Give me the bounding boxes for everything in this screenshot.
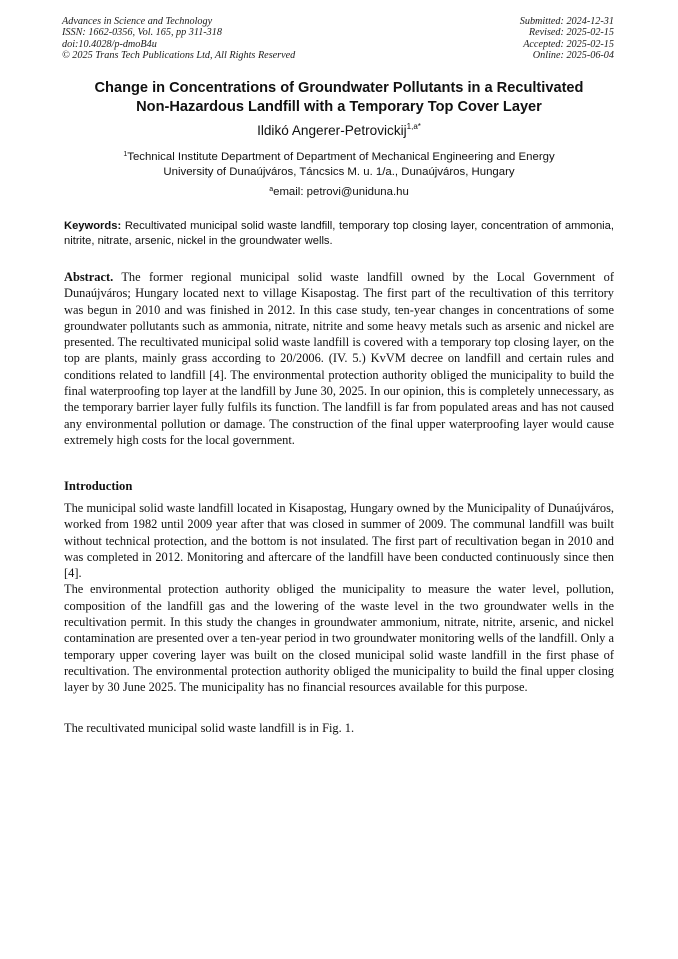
copyright: © 2025 Trans Tech Publications Ltd, All Rights Reserved	[62, 50, 296, 62]
journal-name: Advances in Science and Technology	[62, 16, 213, 27]
keywords-section	[64, 219, 614, 249]
journal-info	[62, 16, 295, 62]
affiliation-superscript: 1	[123, 151, 128, 158]
date-online: Online: 2025-06-04	[532, 50, 614, 62]
keywords-text: Recultivated municipal solid waste landfill, temporary top closing layer, concentration of ammonia, nitrite, nitrate, arsenic, nickel in the groundwater wells.	[64, 220, 614, 247]
abstract-section	[64, 269, 614, 448]
author-email	[0, 185, 678, 199]
email-text: email: petrovi@uniduna.hu	[273, 186, 409, 198]
affiliation-line-2: University of Dunaújváros, Táncsics M. u. 1/a., Dunaújváros, Hungary	[163, 166, 515, 179]
figure-reference: The recultivated municipal solid waste landfill is in Fig. 1.	[64, 721, 355, 735]
keywords-label: Keywords:	[64, 220, 122, 232]
abstract-text: The former regional municipal solid waste landfill owned by the Local Government of Dunaújváros; Hungary located next to village Kisapostag. The first part of the recultivation of this territory was begun in 2010 and was finished in 2012. In this case study, ten-year changes in concentrations of some groundwater pollutants such as ammonia, nitrate, nitrite and some heavy metals such as arsenic and nickel are presented. The recultivated municipal solid waste landfill is covered with a temporary top closing layer, on the top are plants, mainly grass according to 20/2006. (IV. 5.) KvVM decree on landfill and certain rules and conditions related to landfill [4]. The environmental protection authority obliged the municipality to build the final waterproofing top layer at the landfill by June 30, 2025. In our opinion, this is completely unnecessary, as the temporary barrier layer fully fulfils its function. The landfill is far from populated areas and has not caused any environmental pollution or damage. The construction of the final upper waterproofing layer would cause extremely high costs for the local government.	[64, 270, 614, 447]
email-superscript: a	[269, 186, 274, 193]
introduction-heading: Introduction	[64, 479, 133, 493]
date-accepted: Accepted: 2025-02-15	[523, 38, 614, 50]
publication-dates	[520, 16, 614, 62]
issn-volume: ISSN: 1662-0356, Vol. 165, pp 311-318	[62, 27, 222, 39]
author-superscript: 1,a*	[406, 122, 421, 131]
title-line-2: Non-Hazardous Landfill with a Temporary Top Cover Layer	[136, 99, 542, 115]
author-name: Ildikó Angerer-Petrovickij	[257, 123, 407, 138]
title-line-1: Change in Concentrations of Groundwater Pollutants in a Recultivated	[94, 80, 584, 96]
date-submitted: Submitted: 2024-12-31	[519, 16, 614, 27]
introduction-paragraph-1: The municipal solid waste landfill located in Kisapostag, Hungary owned by the Municipality of Dunaújváros, worked from 1982 until 2009 year after that was closed in summer of 2009. The communal landfill was built without technical protection, and the bottom is not insulated. The first part of recultivation began in 2010 and was completed in 2012. Monitoring and aftercare of the landfill have been conducted continuously since then [4].	[64, 501, 614, 581]
paper-title	[40, 79, 638, 117]
affiliation-line-1: Technical Institute Department of Department of Mechanical Engineering and Energy	[127, 151, 555, 163]
abstract-label: Abstract.	[64, 270, 114, 284]
author	[0, 122, 678, 139]
doi: doi:10.4028/p-dmoB4u	[62, 38, 157, 50]
introduction-body	[64, 500, 614, 696]
introduction-paragraph-2: The environmental protection authority obliged the municipality to measure the water level, pollution, composition of the landfill gas and the lowering of the waste level in the two groundwater wells in the recultivation permit. In this study the changes in groundwater ammonium, nitrate, nitrite, arsenic, and nickel contamination are presented over a ten-year period in two groundwater monitoring wells of the landfill. Only a temporary upper covering layer was built on the closed municipal solid waste landfill in the first phase of recultivation. The environmental protection authority obliged the municipality to build the final upper closing layer by 30 June 2025. The municipality has no financial resources available for this purpose.	[64, 582, 614, 695]
affiliation	[0, 150, 678, 181]
date-revised: Revised: 2025-02-15	[528, 27, 614, 39]
